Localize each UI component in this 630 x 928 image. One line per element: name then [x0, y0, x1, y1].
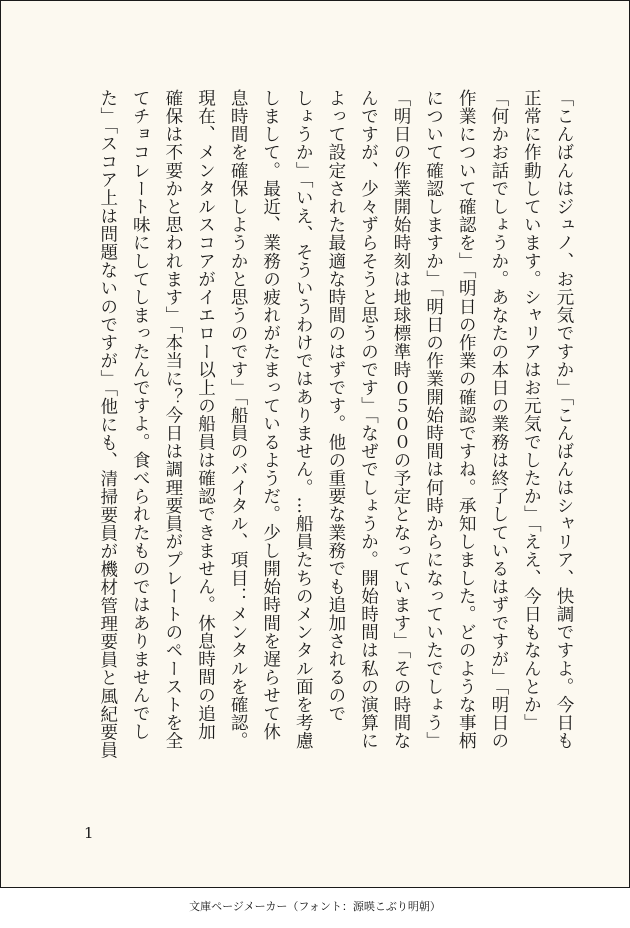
footer-caption: 文庫ページメーカー（フォント：源暎こぶり明朝）	[189, 900, 441, 913]
page-number: 1	[84, 824, 94, 842]
vertical-body-text: 「こんばんはジュノ、お元気ですか」「こんばんはシャリア、快調ですよ。今日も 正常に作動しています。シャリアはお元気でしたか」「ええ、今日もなんとか」 「何かお話でしょうか。あなたの本日の業務は終了しているはずですが」「明日の 作業について確認を」「明日の作業の確認ですね。承知しました。どのような事柄 について確認しますか」「明日の作業開始時間は何時からになっていたでしょう」 「明日の作業開始時刻は地球標準時０５００の予定となっています」「その時間な んですが、少々ずらそうと思うのです」「なぜでしょうか。開始時間は私の演算に よって設定された最適な時間のはずです。他の重要な業務でも追加されるので しょうか」「いえ、そういうわけではありません。…船員たちのメンタル面を考慮 しまして。最近、業務の疲れがたまっているようだ。少し開始時間を遅らせて休 息時間を確保しようかと思うのです」「船員のバイタル、項目：メンタルを確認。 現在、メンタルスコアがイエロー以上の船員は確認できません。休息時間の追加 確保は不要かと思われます」「本当に？今日は調理要員がプレートのペーストを全 てチョコレート味にしてしまったんですよ。食べられたものではありませんでし た」「スコア上は問題ないのですが」「他にも、清掃要員が機材管理要員と風紀要員	[97, 89, 574, 760]
